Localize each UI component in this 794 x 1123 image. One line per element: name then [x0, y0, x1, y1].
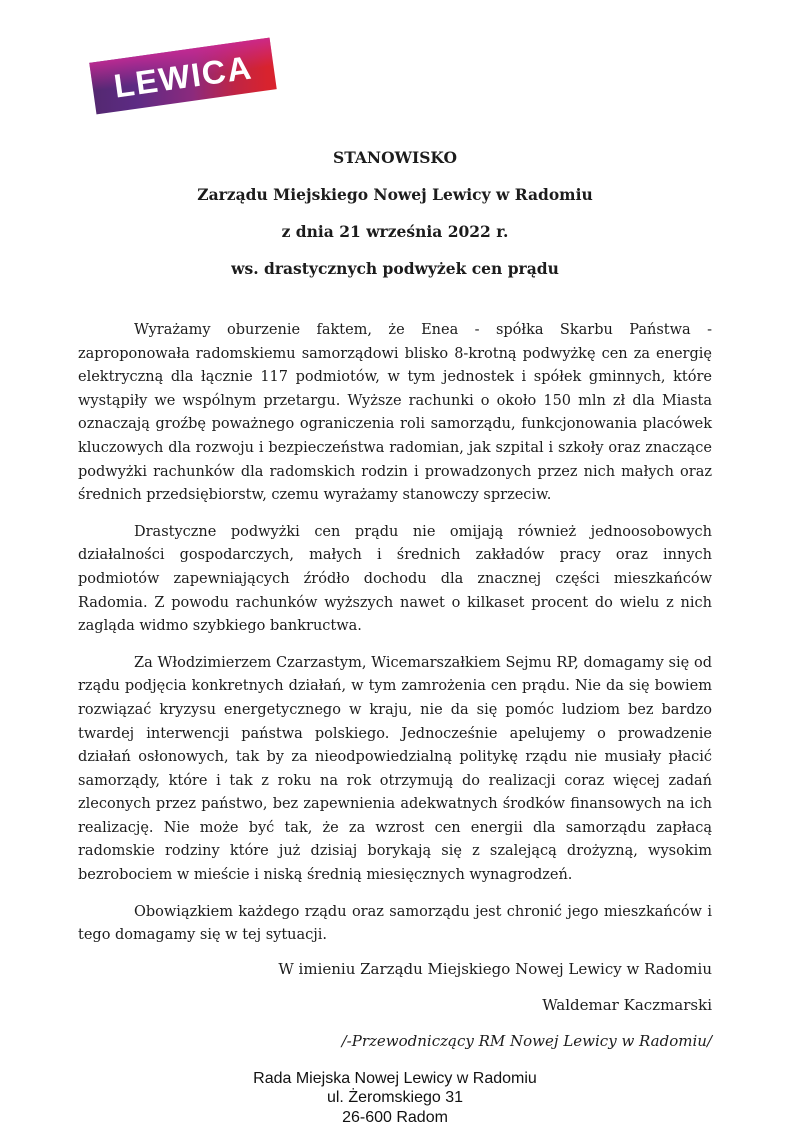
signature-role: /-Przewodniczący RM Nowej Lewicy w Radomiu/	[341, 1031, 712, 1050]
footer-postal-city: 26-600 Radom	[342, 1108, 448, 1123]
signature-name: Waldemar Kaczmarski	[542, 995, 712, 1014]
body-paragraph-3: Za Włodzimierzem Czarzastym, Wicemarszałkiem Sejmu RP, domagamy się od rządu podjęcia konkretnych działań, w tym zamrożenia cen prądu. Nie da się bowiem rozwiązać kryzysu energetycznego w kraju, nie da się pomóc ludziom bez bardzo twardej interwencji państwa polskiego. Jednocześnie apelujemy o prowadzenie działań osłonowych, tak by za nieodpowiedzialną politykę rządu nie musiały płacić samorządy, które i tak z roku na rok otrzymują do realizacji coraz więcej zadań zleconych przez państwo, bez zapewnienia adekwatnych środków finansowych na ich realizację. Nie może być tak, że za wzrost cen energii dla samorządu zapłacą radomskie rodziny które już dzisiaj borykają się z szalejącą drożyzną, wysokim bezrobociem w mieście i niską średnią miesięcznych wynagrodzeń.	[78, 654, 712, 884]
title-block	[78, 0, 712, 277]
footer-organization: Rada Miejska Nowej Lewicy w Radomiu	[253, 1069, 537, 1087]
body-paragraph-4: Obowiązkiem każdego rządu oraz samorządu jest chronić jego mieszkańców i tego domagamy się w tej sytuacji.	[78, 903, 712, 944]
subject-line: ws. drastycznych podwyżek cen prądu	[231, 259, 559, 278]
footer-street: ul. Żeromskiego 31	[326, 1089, 464, 1107]
issuing-body-title: Zarządu Miejskiego Nowej Lewicy w Radomiu	[197, 185, 593, 204]
signature-block	[78, 961, 712, 1049]
lewica-logo-text: LEWICA	[111, 47, 255, 105]
date-line: z dnia 21 września 2022 r.	[281, 222, 509, 241]
footer-address	[78, 1069, 712, 1123]
statement-body	[78, 319, 712, 948]
body-paragraph-2: Drastyczne podwyżki cen prądu nie omijają również jednoosobowych działalności gospodarczych, małych i średnich zakładów pracy oraz innych podmiotów zapewniających źródło dochodu dla znacznej części mieszkańców Radomia. Z powodu rachunków wyższych nawet o kilkaset procent do wielu z nich zagląda widmo szybkiego bankructwa.	[78, 523, 712, 635]
document-type-title: STANOWISKO	[333, 148, 457, 167]
signature-on-behalf: W imieniu Zarządu Miejskiego Nowej Lewicy w Radomiu	[278, 959, 712, 978]
body-paragraph-1: Wyrażamy oburzenie faktem, że Enea - spółka Skarbu Państwa - zaproponowała radomskiemu samorządowi blisko 8-krotną podwyżkę cen za energię elektryczną dla łącznie 117 podmiotów, w tym jednostek i spółek gminnych, które wystąpiły we wspólnym przetargu. Wyższe rachunki o około 150 mln zł dla Miasta oznaczają groźbę poważnego ograniczenia roli samorządu, funkcjonowania placówek kluczowych dla rozwoju i bezpieczeństwa radomian, jak szpital i szkoły oraz znaczące podwyżki rachunków dla radomskich rodzin i prowadzonych przez nich małych oraz średnich przedsiębiorstw, czemu wyrażamy stanowczy sprzeciw.	[78, 322, 712, 504]
